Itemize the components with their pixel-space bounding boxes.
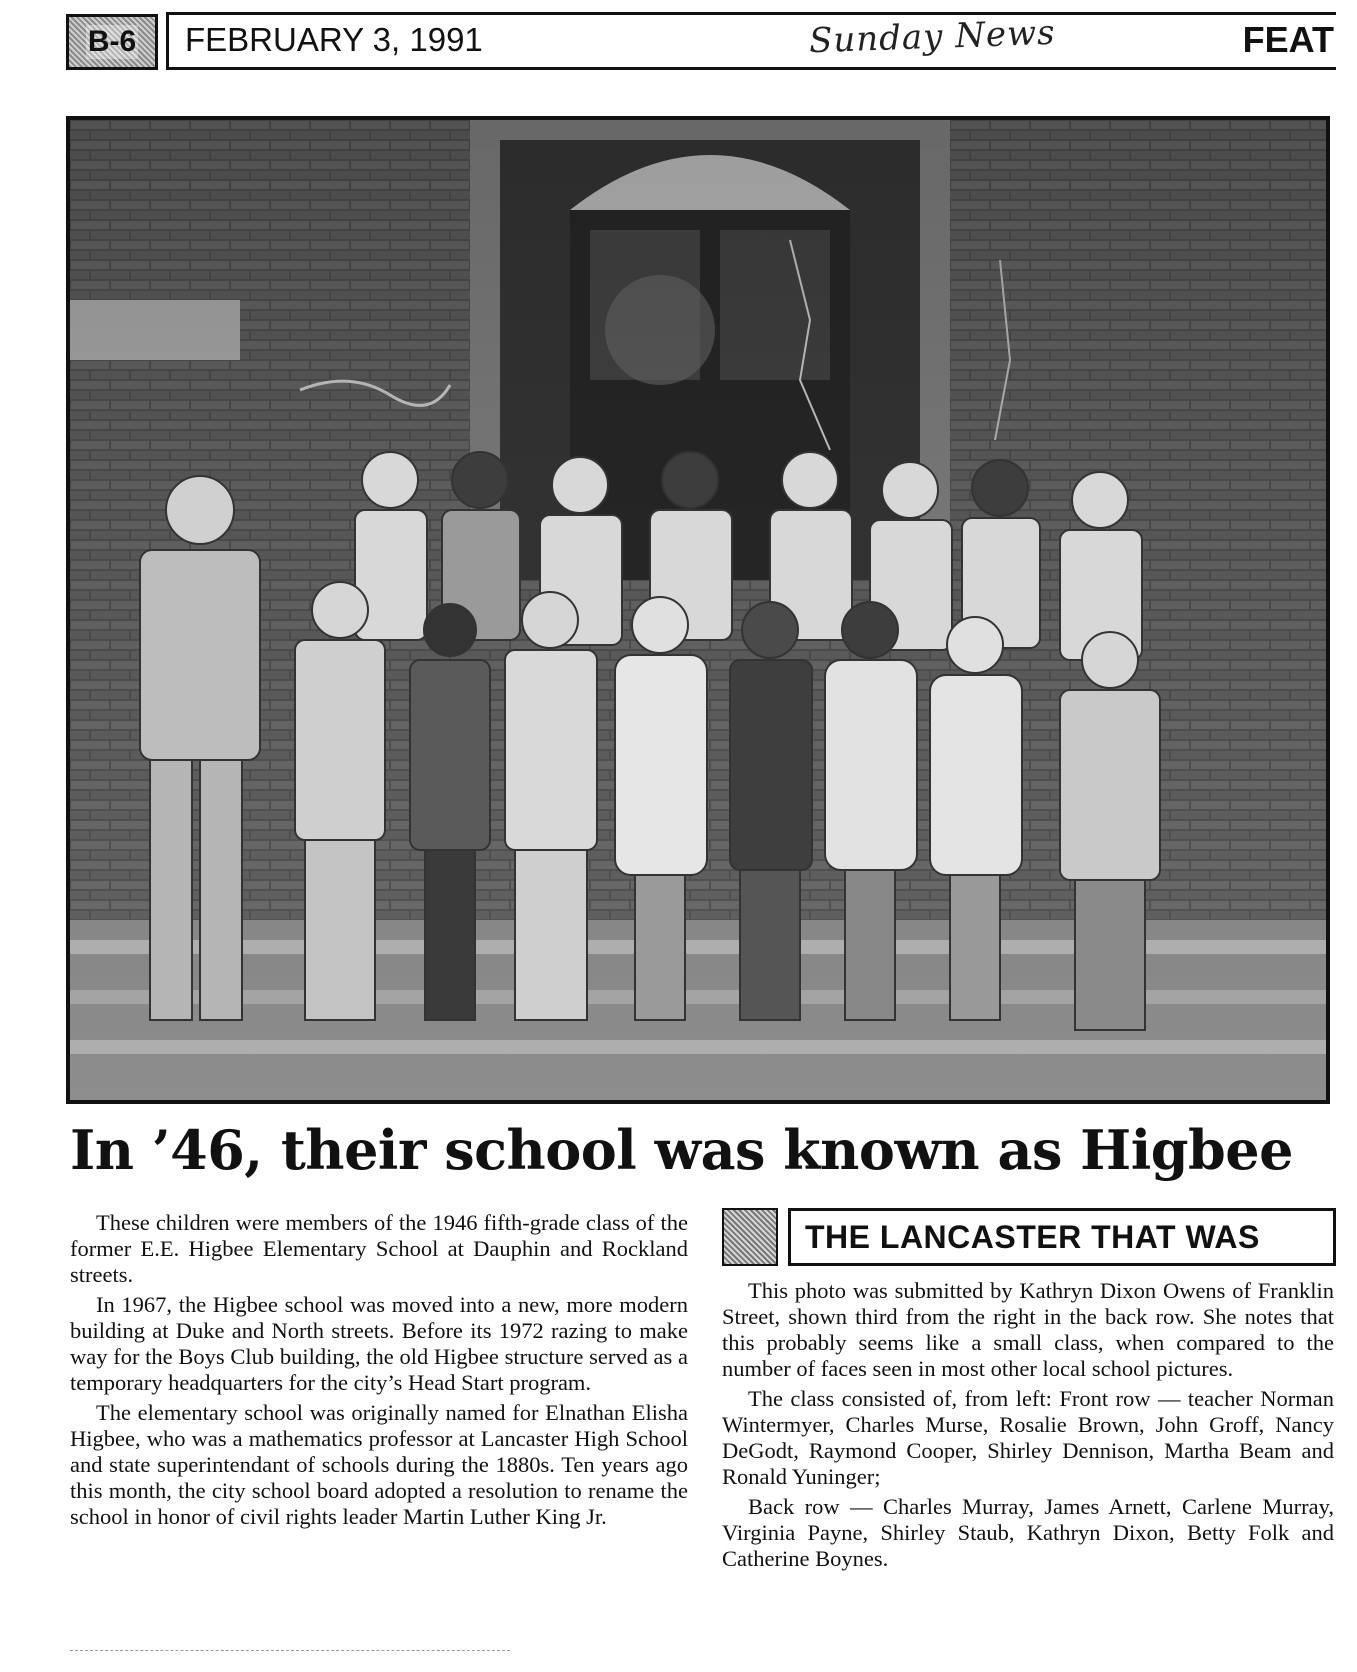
kicker-title: THE LANCASTER THAT WAS <box>788 1208 1336 1266</box>
date-bar <box>166 12 1336 70</box>
paragraph: The class consisted of, from left: Front row — teacher Norman Wintermyer, Charles Murse, Rosalie Brown, John Groff, Nancy DeGodt, Raymond Cooper, Shirley Dennison, Martha Beam and Ronald Yuninger; <box>722 1386 1334 1489</box>
left-column <box>70 1210 688 1534</box>
kicker-shaded-box <box>722 1208 778 1266</box>
paragraph: Back row — Charles Murray, James Arnett, Carlene Murray, Virginia Payne, Shirley Staub, Kathryn Dixon, Betty Folk and Catherine Boynes. <box>722 1494 1334 1571</box>
paragraph: In 1967, the Higbee school was moved into a new, more modern building at Duke and North streets. Before its 1972 razing to make way for the Boys Club building, the old Higbee structure served as a temporary headquarters for the city’s Head Start program. <box>70 1292 688 1395</box>
section-label: FEAT <box>1242 19 1334 60</box>
issue-date: FEBRUARY 3, 1991 <box>185 21 483 58</box>
kicker <box>722 1208 1336 1266</box>
right-column <box>722 1278 1334 1576</box>
class-photo <box>66 116 1330 1104</box>
page-header <box>66 12 1336 70</box>
paragraph: The elementary school was originally named for Elnathan Elisha Higbee, who was a mathematics professor at Lancaster High School and state superintendant of schools during the 1880s. Ten years ago this month, the city school board adopted a resolution to rename the school in honor of civil rights leader Martin Luther King Jr. <box>70 1400 688 1529</box>
headline: In ’46, their school was known as Higbee <box>70 1118 1293 1182</box>
class-photo-image <box>70 120 1326 1100</box>
handwritten-note: Sunday News <box>808 12 1057 62</box>
page-number-badge <box>66 14 158 70</box>
paragraph: These children were members of the 1946 fifth-grade class of the former E.E. Higbee Elementary School at Dauphin and Rockland streets. <box>70 1210 688 1287</box>
footer-rule <box>70 1650 510 1651</box>
paragraph: This photo was submitted by Kathryn Dixon Owens of Franklin Street, shown third from the right in the back row. She notes that this probably seems like a small class, when compared to the number of faces seen in most other local school pictures. <box>722 1278 1334 1381</box>
page-number: B-6 <box>87 25 137 58</box>
